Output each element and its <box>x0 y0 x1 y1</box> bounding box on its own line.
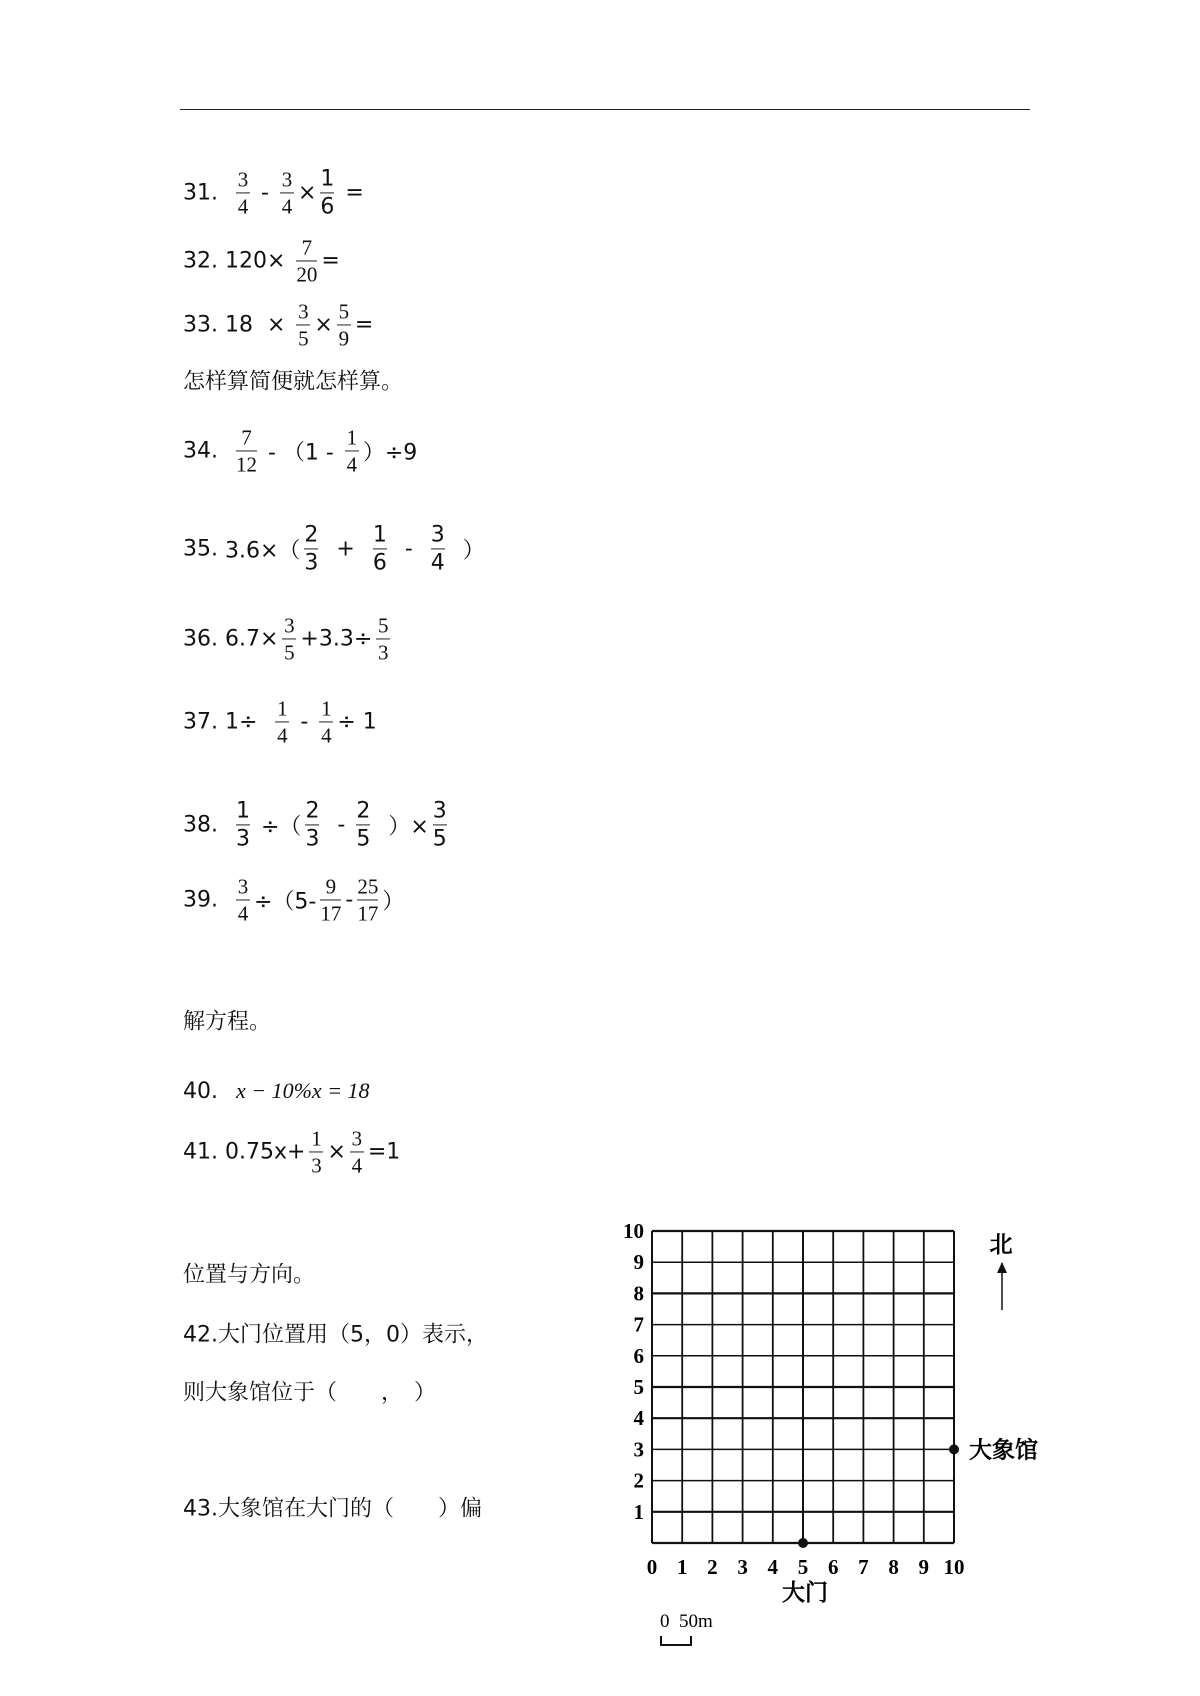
operator-text: 3.6×（ <box>218 538 301 564</box>
operator-text: +3.3÷ <box>300 626 373 652</box>
numerator: 1 <box>321 696 332 721</box>
denominator: 6 <box>320 194 335 220</box>
x-tick-label: 3 <box>737 1555 748 1579</box>
question-43: 43.大象馆在大门的（ ）偏 <box>183 1496 482 1522</box>
numerator: 1 <box>311 1126 322 1151</box>
operator-text: 0.75x+ <box>218 1139 306 1165</box>
point-marker <box>798 1538 808 1548</box>
denominator: 12 <box>236 452 257 477</box>
operator-text: × <box>314 312 333 338</box>
numerator: 3 <box>351 1126 363 1151</box>
x-tick-label: 1 <box>676 1555 688 1579</box>
y-tick-label: 5 <box>633 1375 644 1399</box>
operator-text: ）× <box>374 814 429 840</box>
operator-text: = <box>321 248 340 274</box>
problem-number: 36. <box>183 626 218 652</box>
y-tick-label: 8 <box>633 1281 644 1306</box>
problem-number: 40. <box>183 1078 218 1104</box>
problem-number: 39. <box>183 887 218 913</box>
numerator: 3 <box>430 522 445 548</box>
point-label: 大象馆 <box>969 1437 1038 1463</box>
scale-label: 0 50m <box>660 1611 713 1632</box>
denominator: 3 <box>236 826 250 852</box>
operator-text: × <box>297 180 317 206</box>
numerator: 3 <box>298 299 309 324</box>
denominator: 5 <box>356 826 371 852</box>
problem-number: 35. <box>183 536 218 562</box>
numerator: 2 <box>356 798 371 824</box>
point-label: 大门 <box>782 1580 828 1605</box>
numerator: 3 <box>281 167 293 192</box>
x-tick-label: 7 <box>858 1555 869 1579</box>
numerator: 1 <box>372 522 387 548</box>
denominator: 4 <box>346 452 358 477</box>
denominator: 6 <box>372 550 387 576</box>
x-tick-label: 8 <box>888 1555 899 1579</box>
problem-number: 33. <box>183 312 218 338</box>
y-tick-label: 1 <box>633 1499 644 1524</box>
numerator: 9 <box>325 874 337 899</box>
numerator: 3 <box>432 798 447 824</box>
denominator: 4 <box>237 901 249 926</box>
y-tick-label: 10 <box>623 1219 644 1243</box>
y-tick-label: 2 <box>633 1468 644 1493</box>
x-tick-label: 0 <box>646 1555 658 1579</box>
denominator: 4 <box>351 1153 363 1178</box>
y-tick-label: 4 <box>633 1406 644 1431</box>
numerator: 3 <box>237 167 249 192</box>
numerator: 1 <box>320 166 335 192</box>
operator-text: = <box>354 312 374 338</box>
north-label: 北 <box>989 1232 1013 1257</box>
operator-text: ）÷9 <box>362 440 418 466</box>
problem-number: 38. <box>183 812 218 838</box>
denominator: 20 <box>296 262 318 287</box>
problem-number: 31. <box>183 180 218 206</box>
denominator: 5 <box>432 826 447 852</box>
y-tick-label: 9 <box>633 1250 644 1275</box>
numerator: 3 <box>284 613 295 638</box>
operator-text: - <box>293 709 316 735</box>
numerator: 1 <box>277 696 288 721</box>
numerator: 1 <box>236 798 250 824</box>
operator-text: ） <box>448 538 485 564</box>
scale-bar <box>661 1636 691 1645</box>
problem-number: 37. <box>183 709 218 735</box>
question-42-line2: 则大象馆位于（ ， ） <box>183 1380 437 1406</box>
y-tick-label: 7 <box>633 1312 644 1337</box>
problem-number: 41. <box>183 1139 218 1165</box>
problem-number: 34. <box>183 438 218 464</box>
x-tick-label: 5 <box>797 1555 809 1579</box>
numerator: 7 <box>241 425 252 450</box>
denominator: 3 <box>378 640 389 665</box>
numerator: 2 <box>304 522 319 548</box>
operator-text: 1÷ <box>218 709 272 735</box>
denominator: 4 <box>321 723 332 748</box>
x-tick-label: 6 <box>827 1555 839 1579</box>
operator-text: 6.7× <box>218 626 279 652</box>
operator-text: = <box>338 180 364 206</box>
point-marker <box>949 1444 959 1454</box>
section-heading-simplify: 怎样算简便就怎样算。 <box>183 369 404 395</box>
numerator: 5 <box>338 299 350 324</box>
operator-text: - <box>345 887 354 913</box>
x-tick-label: 2 <box>707 1555 718 1579</box>
numerator: 3 <box>237 874 249 899</box>
x-tick-label: 9 <box>918 1555 930 1579</box>
operator-text: ÷（ <box>254 814 302 840</box>
operator-text: - <box>254 180 276 206</box>
y-tick-label: 6 <box>633 1343 644 1368</box>
operator-text: - <box>390 536 427 562</box>
operator-text: ÷ 1 <box>337 709 377 735</box>
operator-text: 18 × <box>218 312 293 338</box>
denominator: 4 <box>277 723 288 748</box>
denominator: 5 <box>298 326 309 351</box>
operator-text: - <box>323 812 353 838</box>
x-tick-label: 10 <box>943 1555 965 1579</box>
denominator: 17 <box>320 901 342 926</box>
numerator: 7 <box>301 235 313 260</box>
numerator: 1 <box>346 425 358 450</box>
section-heading-equation: 解方程。 <box>183 1009 272 1035</box>
denominator: 3 <box>305 826 320 852</box>
operator-text: × <box>327 1139 346 1165</box>
operator-text: ÷（5- <box>254 889 317 915</box>
operator-text: 120× <box>218 248 293 274</box>
x-tick-label: 4 <box>767 1555 779 1579</box>
numerator: 25 <box>357 874 379 899</box>
denominator: 4 <box>281 194 293 219</box>
denominator: 5 <box>284 640 295 665</box>
denominator: 3 <box>304 550 319 576</box>
y-tick-label: 3 <box>633 1437 644 1462</box>
denominator: 3 <box>311 1153 322 1178</box>
question-42-line1: 42.大门位置用（5，0）表示， <box>183 1322 488 1348</box>
operator-text: ） <box>382 889 405 915</box>
section-heading-position: 位置与方向。 <box>183 1262 316 1288</box>
operator-text: =1 <box>367 1139 401 1165</box>
numerator: 5 <box>378 613 389 638</box>
denominator: 9 <box>338 326 350 351</box>
operator-text: - （1 - <box>261 440 341 466</box>
numerator: 2 <box>305 798 320 824</box>
operator-text: + <box>322 536 369 562</box>
denominator: 4 <box>237 194 249 219</box>
north-arrowhead-icon <box>997 1262 1007 1273</box>
problem-number: 32. <box>183 248 218 274</box>
denominator: 17 <box>357 901 379 926</box>
denominator: 4 <box>430 550 445 576</box>
equation: x − 10%x = 18 <box>236 1078 370 1103</box>
